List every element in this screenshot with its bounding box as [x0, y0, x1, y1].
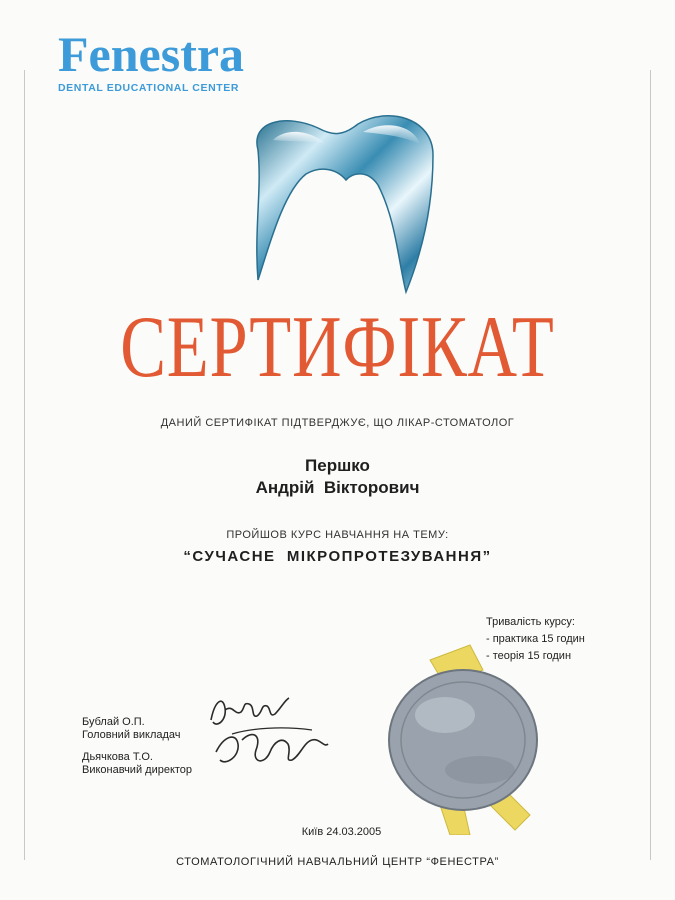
duration-theory: - теорія 15 годин — [486, 650, 572, 662]
place-and-date: Київ 24.03.2005 — [301, 826, 382, 838]
course-intro: ПРОЙШОВ КУРС НАВЧАННЯ НА ТЕМУ: — [226, 529, 449, 541]
recipient-name — [0, 455, 675, 499]
course-title: “СУЧАСНЕ МІКРОПРОТЕЗУВАННЯ” — [183, 548, 492, 565]
signer-role: Виконавчий директор — [82, 764, 193, 776]
confirmation-text: ДАНИЙ СЕРТИФІКАТ ПІДТВЕРДЖУЄ, ЩО ЛІКАР-СТОМАТОЛОГ — [160, 417, 515, 429]
signature-diachkova — [212, 722, 332, 777]
tooth-icon — [228, 110, 443, 295]
duration-practice: - практика 15 годин — [486, 633, 585, 645]
signer-role: Головний викладач — [82, 729, 181, 741]
recipient-surname: Першко — [305, 456, 370, 475]
duration-heading: Тривалість курсу: — [486, 616, 575, 628]
issuer-footer: СТОМАТОЛОГІЧНИЙ НАВЧАЛЬНИЙ ЦЕНТР “ФЕНЕСТРА” — [176, 856, 499, 868]
recipient-given-names: Андрій Вікторович — [255, 478, 420, 497]
signer-executive-director — [82, 751, 192, 777]
signer-name: Дьячкова Т.О. — [82, 751, 153, 763]
seal-icon — [375, 640, 555, 835]
fenestra-logo — [58, 28, 288, 94]
logo-brand: Fenestra — [58, 26, 245, 82]
signer-chief-instructor — [82, 716, 181, 742]
certificate-title: СЕРТИФІКАТ — [120, 299, 555, 396]
logo-subtitle: DENTAL EDUCATIONAL CENTER — [58, 82, 240, 94]
signer-name: Бублай О.П. — [82, 716, 145, 728]
